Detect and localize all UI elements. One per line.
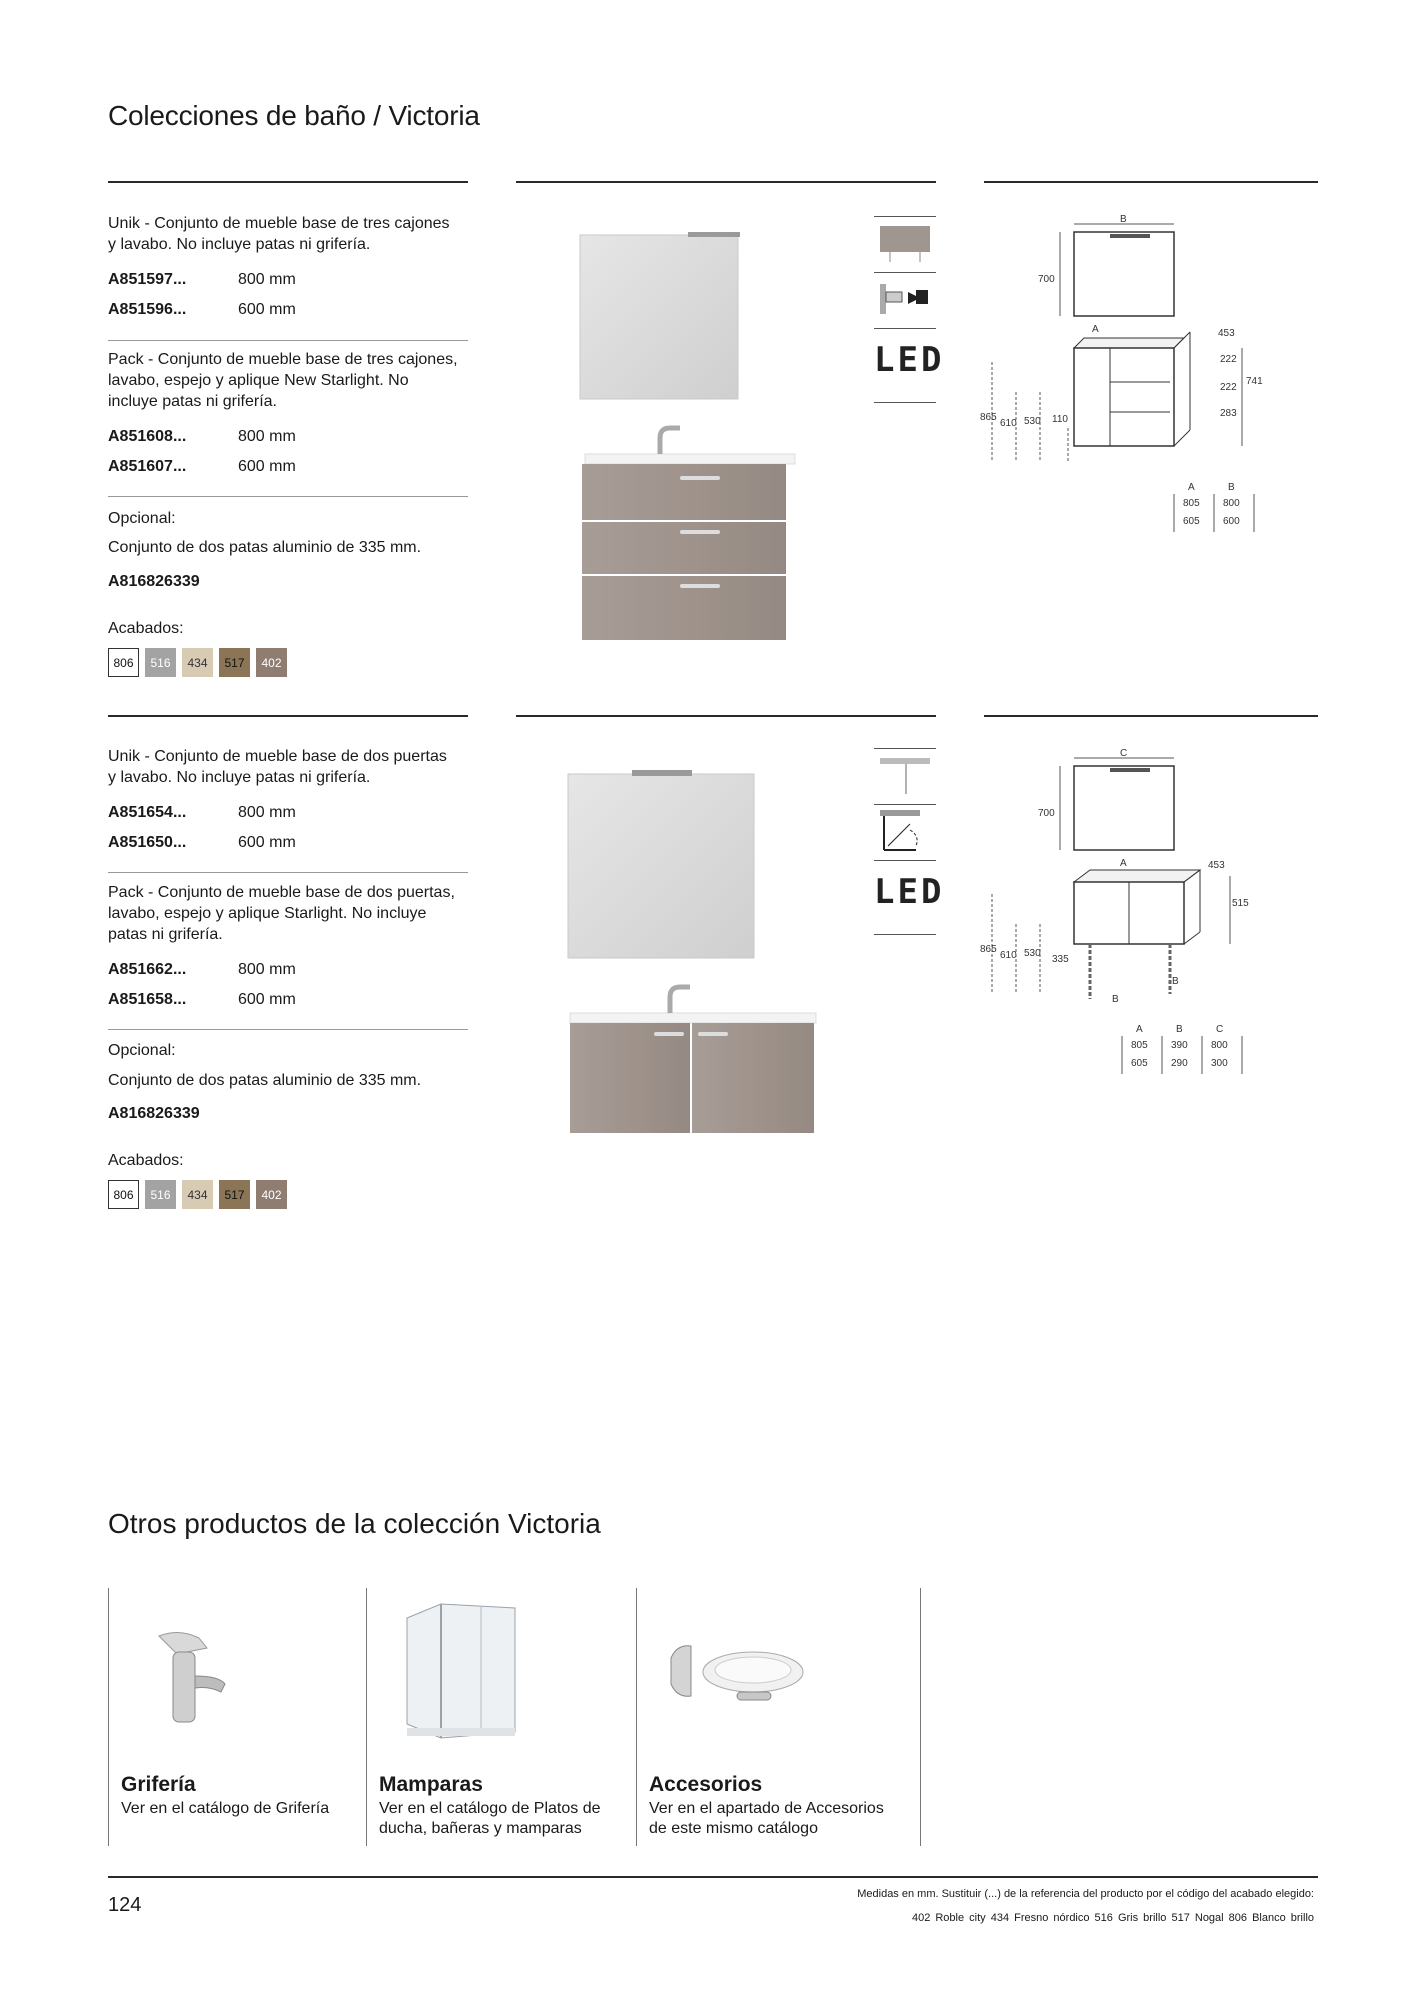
ref-size: 800 mm bbox=[238, 804, 296, 821]
product1-pack-ref-600 bbox=[108, 457, 296, 477]
finish-swatch: 434 bbox=[182, 648, 213, 677]
dim-label: 453 bbox=[1218, 328, 1235, 339]
dim-label: A bbox=[1092, 324, 1099, 335]
dim-label: B bbox=[1112, 994, 1119, 1005]
product2-pack-description: Pack - Conjunto de mueble base de dos puertas, lavabo, espejo y aplique Starlight. No incluye patas ni grifería. bbox=[108, 884, 455, 943]
section-rule bbox=[516, 181, 936, 183]
table-head: A bbox=[1188, 482, 1195, 493]
dim-label: 700 bbox=[1038, 274, 1055, 285]
page-title: Colecciones de baño / Victoria bbox=[108, 100, 480, 131]
dim-label: 530 bbox=[1024, 948, 1041, 959]
card-text: Ver en el catálogo de Grifería bbox=[121, 1800, 330, 1817]
dim-label: 530 bbox=[1024, 416, 1041, 427]
product2-unik-ref-800 bbox=[108, 803, 296, 823]
product1-unik-ref-800 bbox=[108, 270, 296, 290]
table-cell: 805 bbox=[1183, 498, 1200, 509]
card-mamparas[interactable] bbox=[366, 1588, 636, 1846]
section-rule bbox=[108, 715, 468, 717]
led-icon: LED bbox=[874, 340, 945, 380]
dim-label: 700 bbox=[1038, 808, 1055, 819]
ref-code: A851608... bbox=[108, 428, 187, 445]
product1-optional-label: Opcional: bbox=[108, 510, 176, 527]
dim-label: C bbox=[1120, 748, 1128, 759]
product2-pack-ref-800 bbox=[108, 960, 296, 980]
product2-optional-code: A816826339 bbox=[108, 1105, 200, 1122]
table-cell: 605 bbox=[1131, 1058, 1148, 1069]
faucet-image bbox=[149, 1626, 229, 1736]
table-head: B bbox=[1176, 1024, 1183, 1035]
dim-label: 515 bbox=[1232, 898, 1249, 909]
table-cell: 390 bbox=[1171, 1040, 1188, 1051]
section-rule bbox=[984, 181, 1318, 183]
dim-label: 610 bbox=[1000, 950, 1017, 961]
ref-size: 600 mm bbox=[238, 991, 296, 1008]
card-accesorios[interactable] bbox=[636, 1588, 920, 1846]
dim-label: 453 bbox=[1208, 860, 1225, 871]
table-cell: 290 bbox=[1171, 1058, 1188, 1069]
finish-swatch: 806 bbox=[108, 1180, 139, 1209]
vanity-floating-icon bbox=[880, 222, 930, 262]
product1-unik-ref-600 bbox=[108, 300, 296, 320]
dim-label: A bbox=[1120, 858, 1127, 869]
dim-label: B bbox=[1172, 976, 1179, 987]
divider bbox=[108, 340, 468, 341]
ref-size: 800 mm bbox=[238, 961, 296, 978]
product1-optional-code: A816826339 bbox=[108, 573, 200, 590]
dim-label: 865 bbox=[980, 412, 997, 423]
dimension-table bbox=[1122, 1024, 1242, 1074]
ref-code: A851662... bbox=[108, 961, 187, 978]
table-cell: 800 bbox=[1223, 498, 1240, 509]
ref-size: 600 mm bbox=[238, 834, 296, 851]
table-head: B bbox=[1228, 482, 1235, 493]
footer-rule bbox=[108, 1876, 1318, 1878]
drawer-icon bbox=[880, 278, 930, 318]
dim-label: 865 bbox=[980, 944, 997, 955]
product1-finishes-label: Acabados: bbox=[108, 620, 184, 637]
page-number: 124 bbox=[108, 1894, 142, 1916]
divider bbox=[108, 1029, 468, 1030]
ref-code: A851654... bbox=[108, 804, 187, 821]
finish-swatch: 517 bbox=[219, 1180, 250, 1209]
table-cell: 600 bbox=[1223, 516, 1240, 527]
card-title: Mamparas bbox=[379, 1773, 483, 1796]
product2-feature-icons bbox=[874, 748, 945, 938]
other-products-title: Otros productos de la colección Victoria bbox=[108, 1508, 601, 1539]
table-cell: 800 bbox=[1211, 1040, 1228, 1051]
product2-unik-ref-600 bbox=[108, 833, 296, 853]
product2-optional-description: Conjunto de dos patas aluminio de 335 mm. bbox=[108, 1072, 422, 1089]
product1-optional-description: Conjunto de dos patas aluminio de 335 mm. bbox=[108, 539, 422, 556]
section-rule bbox=[108, 181, 468, 183]
card-divider bbox=[920, 1588, 921, 1846]
dim-label: 110 bbox=[1052, 414, 1068, 425]
card-griferia[interactable] bbox=[108, 1588, 366, 1846]
dim-label: 335 bbox=[1052, 954, 1069, 965]
card-text: Ver en el apartado de Accesorios de este mismo catálogo bbox=[649, 1800, 884, 1837]
section-rule bbox=[984, 715, 1318, 717]
product1-unik-description: Unik - Conjunto de mueble base de tres cajones y lavabo. No incluye patas ni grifería. bbox=[108, 215, 450, 253]
table-head: C bbox=[1216, 1024, 1224, 1035]
product2-finishes-label: Acabados: bbox=[108, 1152, 184, 1169]
product1-feature-icons bbox=[874, 216, 945, 406]
product2-technical-drawing bbox=[980, 744, 1280, 1084]
divider bbox=[108, 496, 468, 497]
finish-swatch: 806 bbox=[108, 648, 139, 677]
door-opening-icon bbox=[880, 810, 930, 854]
table-head: A bbox=[1136, 1024, 1143, 1035]
dim-label: 222 bbox=[1220, 354, 1237, 365]
dim-label: 222 bbox=[1220, 382, 1237, 393]
dim-label: 283 bbox=[1220, 408, 1237, 419]
product1-vanity-image bbox=[570, 232, 800, 652]
footer-finish-codes: 402 Roble city 434 Fresno nórdico 516 Gris brillo 517 Nogal 806 Blanco brillo bbox=[911, 1912, 1314, 1924]
divider bbox=[108, 872, 468, 873]
product2-pack-ref-600 bbox=[108, 990, 296, 1010]
section-rule bbox=[516, 715, 936, 717]
ref-code: A851596... bbox=[108, 301, 187, 318]
finish-swatch: 402 bbox=[256, 1180, 287, 1209]
shower-screen-image bbox=[401, 1602, 521, 1742]
led-icon: LED bbox=[874, 872, 945, 912]
soap-dish-image bbox=[667, 1638, 807, 1718]
finish-swatch: 516 bbox=[145, 648, 176, 677]
finish-swatch: 517 bbox=[219, 648, 250, 677]
ref-size: 800 mm bbox=[238, 428, 296, 445]
card-text: Ver en el catálogo de Platos de ducha, bañeras y mamparas bbox=[379, 1800, 601, 1837]
ref-size: 600 mm bbox=[238, 458, 296, 475]
dim-label: 610 bbox=[1000, 418, 1017, 429]
product1-pack-ref-800 bbox=[108, 427, 296, 447]
ref-size: 800 mm bbox=[238, 271, 296, 288]
dim-label: 741 bbox=[1246, 376, 1263, 387]
footer-note: Medidas en mm. Sustituir (...) de la referencia del producto por el código del acabado elegido: bbox=[857, 1888, 1314, 1900]
product1-finish-swatches bbox=[108, 648, 287, 677]
finish-swatch: 516 bbox=[145, 1180, 176, 1209]
product2-unik-description: Unik - Conjunto de mueble base de dos puertas y lavabo. No incluye patas ni grifería. bbox=[108, 748, 447, 786]
card-title: Accesorios bbox=[649, 1773, 763, 1796]
ref-code: A851658... bbox=[108, 991, 187, 1008]
light-fixture-icon bbox=[688, 232, 740, 237]
product1-pack-description: Pack - Conjunto de mueble base de tres cajones, lavabo, espejo y aplique New Starlight. No incluye patas ni grifería. bbox=[108, 351, 458, 410]
table-cell: 805 bbox=[1131, 1040, 1148, 1051]
finish-swatch: 402 bbox=[256, 648, 287, 677]
product1-technical-drawing bbox=[980, 212, 1280, 542]
finish-swatch: 434 bbox=[182, 1180, 213, 1209]
table-cell: 605 bbox=[1183, 516, 1200, 527]
light-fixture-icon bbox=[632, 770, 692, 776]
product2-finish-swatches bbox=[108, 1180, 287, 1209]
dimension-table bbox=[1174, 482, 1254, 532]
dim-label: B bbox=[1120, 214, 1127, 225]
card-title: Grifería bbox=[121, 1773, 196, 1796]
product2-vanity-image bbox=[560, 768, 820, 1168]
ref-code: A851650... bbox=[108, 834, 187, 851]
countertop-icon bbox=[880, 754, 930, 794]
ref-code: A851607... bbox=[108, 458, 187, 475]
table-cell: 300 bbox=[1211, 1058, 1228, 1069]
ref-code: A851597... bbox=[108, 271, 187, 288]
product2-optional-label: Opcional: bbox=[108, 1042, 176, 1059]
ref-size: 600 mm bbox=[238, 301, 296, 318]
